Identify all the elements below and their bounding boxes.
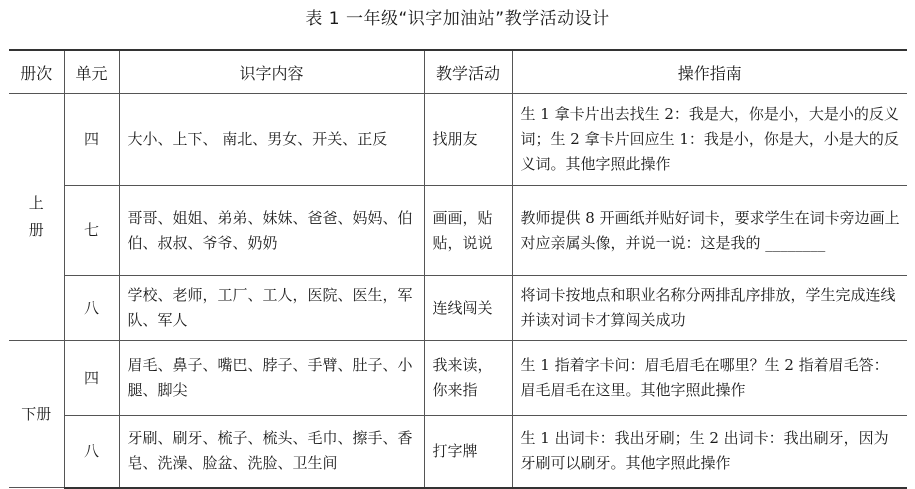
- table-row: [9, 416, 907, 488]
- unit-cell: 七: [64, 186, 119, 276]
- header-unit: 单元: [64, 50, 119, 94]
- guide-cell: 生 1 指着字卡问：眉毛眉毛在哪里？生 2 指着眉毛答：眉毛眉毛在这里。其他字照此操作: [512, 341, 907, 416]
- header-guide: 操作指南: [512, 50, 907, 94]
- activity-cell: 连线闯关: [424, 276, 512, 341]
- activity-cell: 打字牌: [424, 416, 512, 488]
- table-row: [9, 186, 907, 276]
- activity-cell: 找朋友: [424, 94, 512, 186]
- header-activity: 教学活动: [424, 50, 512, 94]
- unit-cell: 八: [64, 276, 119, 341]
- volume-upper-cell: [9, 94, 64, 341]
- guide-cell: 生 1 拿卡片出去找生 2：我是大，你是小，大是小的反义词；生 2 拿卡片回应生 1：我是小，你是大，小是大的反义词。其他字照此操作: [512, 94, 907, 186]
- table-row: [9, 341, 907, 416]
- unit-cell: 四: [64, 94, 119, 186]
- activity-design-table: [9, 49, 907, 489]
- volume-upper-line2: 册: [28, 221, 44, 239]
- content-cell: 大小、上下、 南北、男女、开关、正反: [119, 94, 424, 186]
- volume-upper-line1: 上: [28, 194, 44, 212]
- content-cell: 哥哥、姐姐、弟弟、妹妹、爸爸、妈妈、伯伯、叔叔、爷爷、奶奶: [119, 186, 424, 276]
- header-volume: 册次: [9, 50, 64, 94]
- header-content: 识字内容: [119, 50, 424, 94]
- table-row: [9, 94, 907, 186]
- header-row: [9, 50, 907, 94]
- content-cell: 牙刷、刷牙、梳子、梳头、毛巾、擦手、香皂、洗澡、脸盆、洗脸、卫生间: [119, 416, 424, 488]
- activity-cell: 我来读，你来指: [424, 341, 512, 416]
- table-title: 表 1 一年级“识字加油站”教学活动设计: [305, 9, 610, 29]
- activity-cell: 画画，贴贴，说说: [424, 186, 512, 276]
- guide-cell: 将词卡按地点和职业名称分两排乱序排放，学生完成连线并读对词卡才算闯关成功: [512, 276, 907, 341]
- table-row: [9, 276, 907, 341]
- content-cell: 眉毛、鼻子、嘴巴、脖子、手臂、肚子、小腿、脚尖: [119, 341, 424, 416]
- unit-cell: 八: [64, 416, 119, 488]
- volume-lower-cell: 下册: [9, 341, 64, 488]
- guide-cell: 教师提供 8 开画纸并贴好词卡，要求学生在词卡旁边画上对应亲属头像，并说一说：这是我的 ________: [512, 186, 907, 276]
- content-cell: 学校、老师，工厂、工人，医院、医生，军队、军人: [119, 276, 424, 341]
- unit-cell: 四: [64, 341, 119, 416]
- guide-cell: 生 1 出词卡：我出牙刷；生 2 出词卡：我出刷牙，因为牙刷可以刷牙。其他字照此操作: [512, 416, 907, 488]
